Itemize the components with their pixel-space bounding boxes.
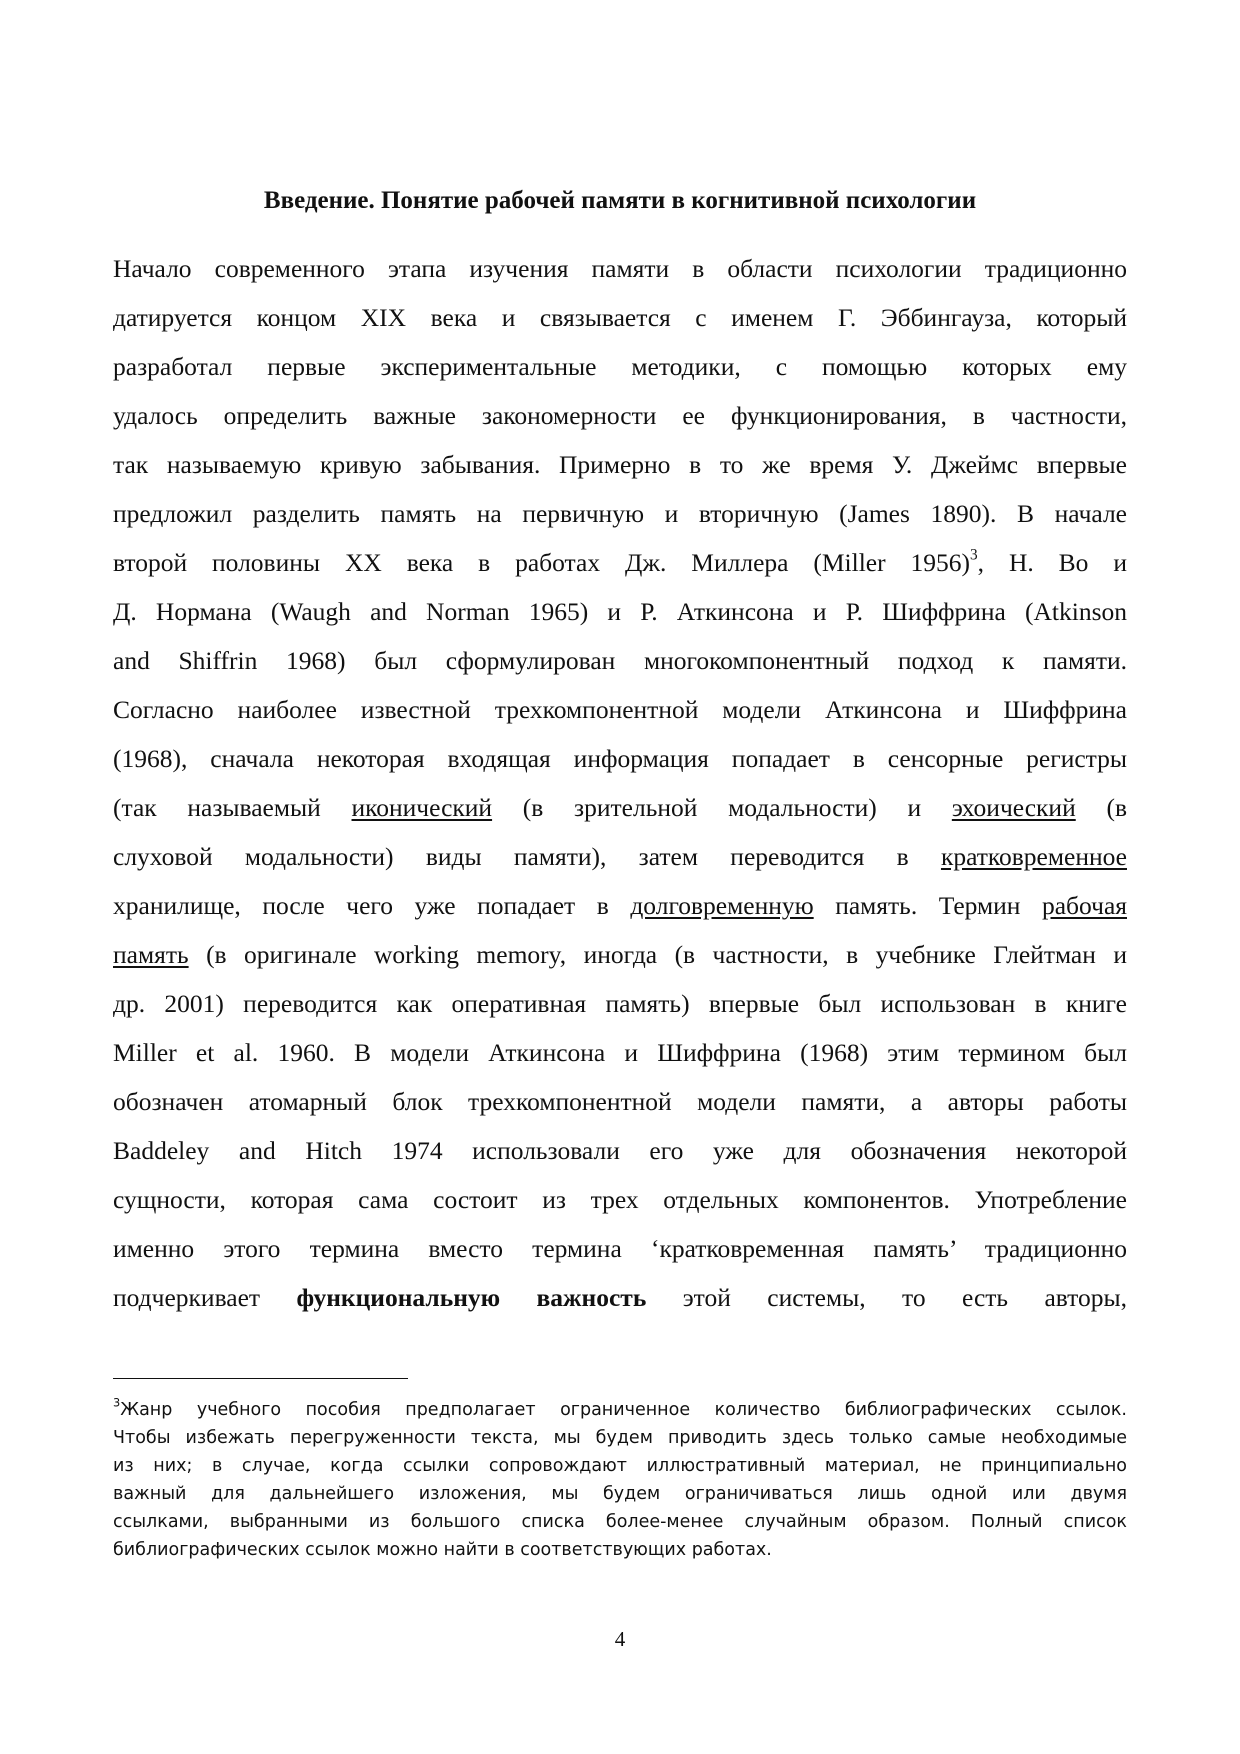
term-long-term: долговременную <box>630 891 814 920</box>
footnote-separator <box>113 1378 408 1379</box>
term-working-memory-cont: память <box>113 940 189 969</box>
text-line: and Shiffrin 1968) был сформулирован многокомпонентный подход к памяти. <box>113 646 1127 675</box>
footnote-line: библиографических ссылок можно найти в соответствующих работах. <box>113 1540 772 1560</box>
text-segment: подчеркивает <box>113 1283 297 1312</box>
text-line: Согласно наиболее известной трехкомпонентной модели Аткинсона и Шиффрина <box>113 695 1127 724</box>
text-segment: (в зрительной модальности) и <box>492 793 952 822</box>
text-line <box>113 783 1127 832</box>
text-line <box>113 538 1127 587</box>
text-segment: (в <box>1075 793 1127 822</box>
text-segment: второй половины XX века в работах Дж. Миллера (Miller 1956) <box>113 548 971 577</box>
text-line: обозначен атомарный блок трехкомпонентной модели памяти, а авторы работы <box>113 1087 1127 1116</box>
text-line: (1968), сначала некоторая входящая информация попадает в сенсорные регистры <box>113 744 1127 773</box>
term-working-memory: рабочая <box>1041 891 1127 920</box>
bold-phrase: функциональную важность <box>296 1283 647 1312</box>
term-iconic: иконический <box>351 793 493 822</box>
text-line <box>113 930 1127 979</box>
text-line: так называемую кривую забывания. Примерно в то же время У. Джеймс впервые <box>113 450 1127 479</box>
footnote-line: ссылками, выбранными из большого списка более-менее случайным образом. Полный список <box>113 1512 1127 1532</box>
footnote-line: важный для дальнейшего изложения, мы будем ограничиваться лишь одной или двумя <box>113 1484 1127 1504</box>
text-line <box>113 832 1127 881</box>
page-number: 4 <box>614 1627 626 1651</box>
term-echoic: эхоический <box>951 793 1076 822</box>
section-heading: Введение. Понятие рабочей памяти в когнитивной психологии <box>263 187 977 214</box>
footnote-line <box>113 1396 1127 1424</box>
text-segment: Жанр учебного пособия предполагает ограниченное количество библиографических ссылок. <box>120 1400 1127 1420</box>
text-segment: хранилище, после чего уже попадает в <box>113 891 631 920</box>
text-line: Miller et al. 1960. В модели Аткинсона и Шиффрина (1968) этим термином был <box>113 1038 1127 1067</box>
text-line: Baddeley and Hitch 1974 использовали его уже для обозначения некоторой <box>113 1136 1127 1165</box>
body-paragraph <box>113 244 1127 1322</box>
footnote-line: Чтобы избежать перегруженности текста, мы будем приводить здесь только самые необходимые <box>113 1428 1127 1448</box>
text-segment: этой системы, то есть авторы, <box>646 1283 1127 1312</box>
text-segment: , Н. Во и <box>977 548 1127 577</box>
footnote-line: из них; в случае, когда ссылки сопровождают иллюстративный материал, не принципиально <box>113 1456 1127 1476</box>
text-line: Д. Нормана (Waugh and Norman 1965) и Р. Аткинсона и Р. Шиффрина (Atkinson <box>113 597 1127 626</box>
text-segment: (так называемый <box>113 793 352 822</box>
footnote <box>113 1396 1127 1564</box>
text-line <box>113 1273 1127 1322</box>
text-line <box>113 881 1127 930</box>
text-line: удалось определить важные закономерности ее функционирования, в частности, <box>113 401 1127 430</box>
text-line: сущности, которая сама состоит из трех отдельных компонентов. Употребление <box>113 1185 1127 1214</box>
term-short-term: кратковременное <box>940 842 1127 871</box>
text-line: разработал первые экспериментальные методики, с помощью которых ему <box>113 352 1127 381</box>
text-line: др. 2001) переводится как оперативная память) впервые был использован в книге <box>113 989 1127 1018</box>
text-segment: слуховой модальности) виды памяти), затем переводится в <box>113 842 941 871</box>
text-line: датируется концом XIX века и связывается с именем Г. Эббингауза, который <box>113 303 1127 332</box>
text-segment: память. Термин <box>813 891 1042 920</box>
text-line: Начало современного этапа изучения памяти в области психологии традиционно <box>113 254 1127 283</box>
text-segment: (в оригинале working memory, иногда (в частности, в учебнике Глейтман и <box>188 940 1127 969</box>
text-line: предложил разделить память на первичную и вторичную (James 1890). В начале <box>113 499 1127 528</box>
text-line: именно этого термина вместо термина ‘кратковременная память’ традиционно <box>113 1234 1127 1263</box>
footnote-reference[interactable]: 3 <box>970 546 978 564</box>
footnote-marker: 3 <box>113 1395 121 1410</box>
